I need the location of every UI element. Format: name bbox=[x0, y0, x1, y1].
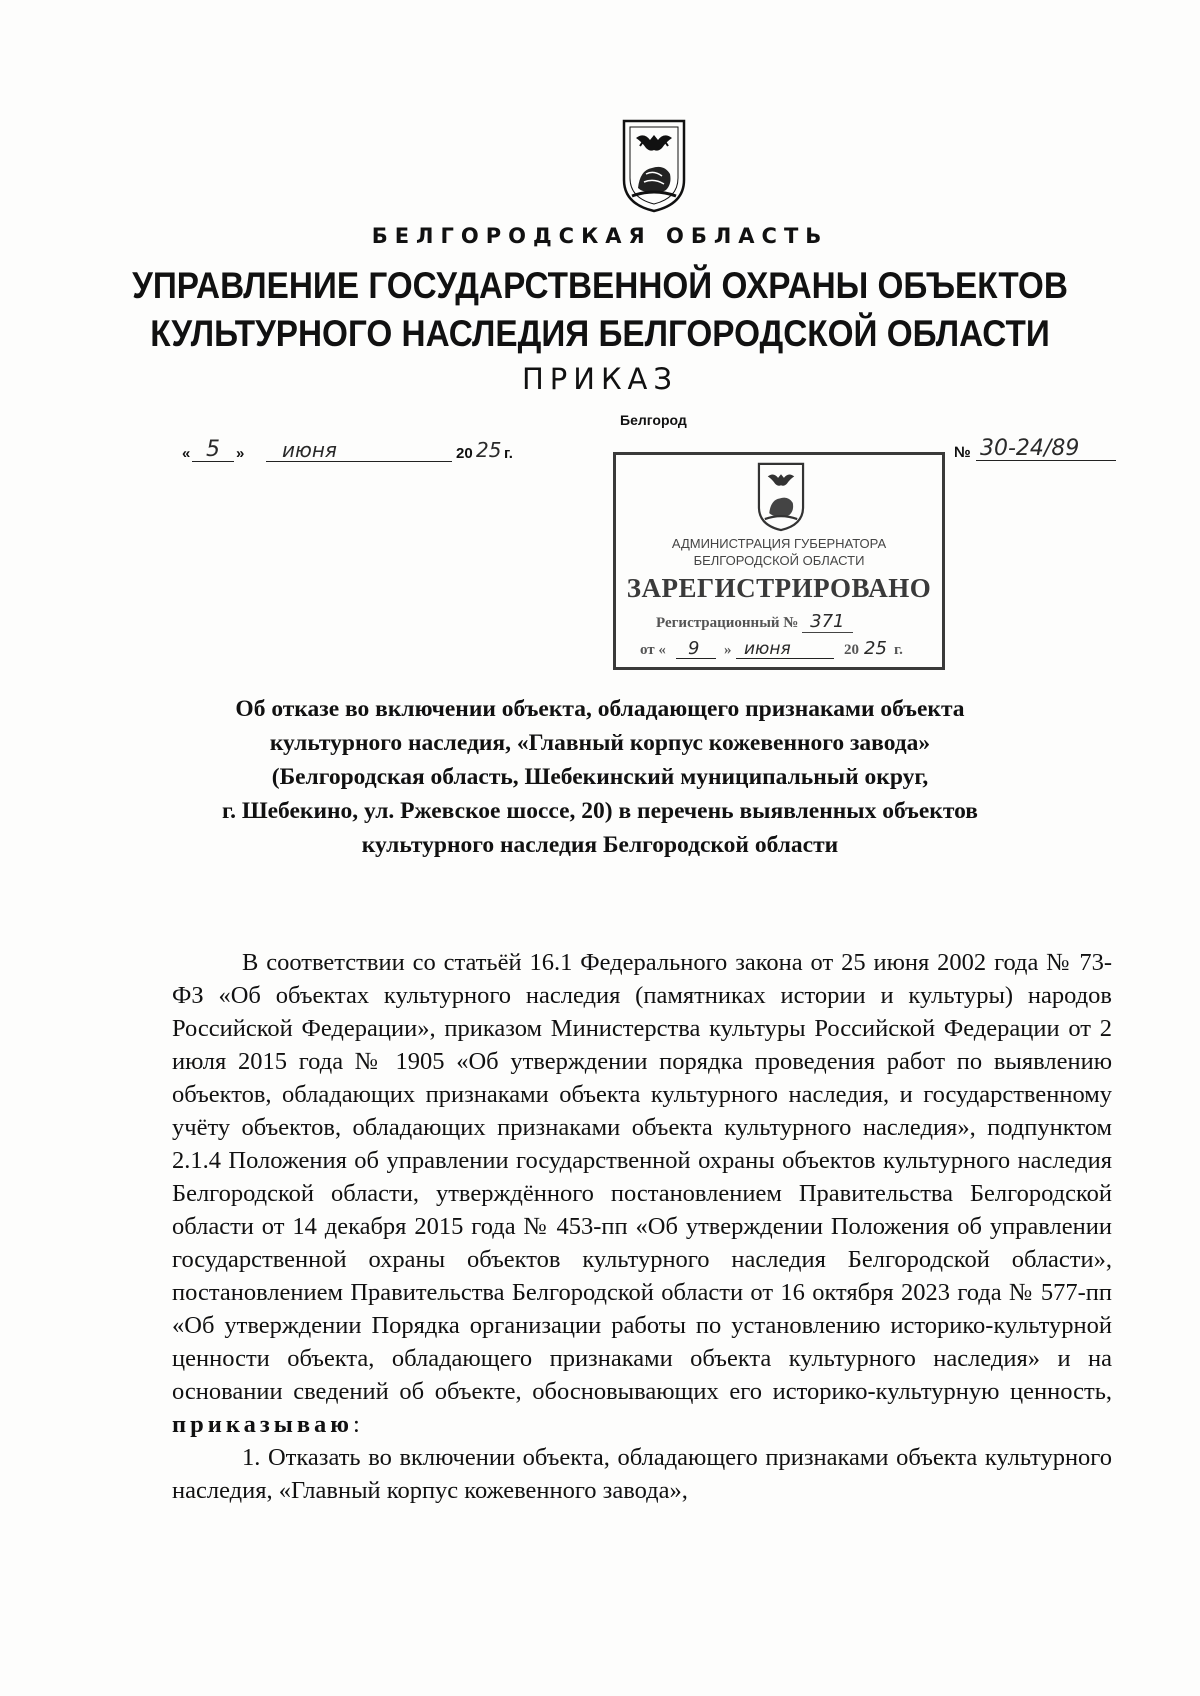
document-type: ПРИКАЗ bbox=[521, 362, 678, 396]
number-sign: № bbox=[954, 444, 971, 461]
stamp-reg-label: Регистрационный № bbox=[656, 615, 799, 631]
title-line-3: (Белгородская область, Шебекинский муниципальный округ, bbox=[271, 764, 929, 790]
coat-of-arms-icon bbox=[620, 118, 688, 214]
date-day: 5 bbox=[206, 437, 220, 462]
stamp-date bbox=[640, 639, 930, 661]
stamp-registered-label: ЗАРЕГИСТРИРОВАНО bbox=[626, 573, 932, 603]
title-line-5: культурного наследия Белгородской области bbox=[361, 832, 839, 858]
order-number bbox=[954, 432, 1118, 466]
stamp-date-year-prefix: 20 bbox=[844, 642, 859, 658]
stamp-date-from: от « bbox=[640, 642, 666, 658]
order-body bbox=[172, 946, 1112, 1507]
title-line-2: культурного наследия, «Главный корпус кожевенного завода» bbox=[269, 730, 931, 756]
date-g: г. bbox=[504, 445, 513, 462]
order-colon: : bbox=[353, 1411, 360, 1438]
stamp-registration-number bbox=[656, 611, 853, 632]
date-month: июня bbox=[282, 438, 337, 462]
stamp-date-month: июня bbox=[744, 639, 791, 659]
stamp-org-line-1: АДМИНИСТРАЦИЯ ГУБЕРНАТОРА bbox=[671, 536, 887, 551]
stamp-organization bbox=[616, 535, 942, 569]
department-heading bbox=[60, 262, 1140, 358]
department-line-1: УПРАВЛЕНИЕ ГОСУДАРСТВЕННОЙ ОХРАНЫ ОБЪЕКТОВ bbox=[132, 265, 1068, 306]
stamp-org-line-2: БЕЛГОРОДСКОЙ ОБЛАСТИ bbox=[693, 553, 865, 568]
order-word: приказываю bbox=[172, 1411, 354, 1438]
date-close-quote: » bbox=[236, 445, 245, 462]
item-1-paragraph: 1. Отказать во включении объекта, обладающего признаками объекта культурного наследия, «Главный корпус кожевенного завода», bbox=[172, 1444, 1112, 1504]
department-line-2: КУЛЬТУРНОГО НАСЛЕДИЯ БЕЛГОРОДСКОЙ ОБЛАСТИ bbox=[150, 313, 1050, 354]
registration-stamp bbox=[613, 452, 945, 670]
stamp-date-g: г. bbox=[894, 642, 903, 658]
region-heading: БЕЛГОРОДСКАЯ ОБЛАСТЬ bbox=[371, 224, 829, 248]
date-year-suffix: 25 bbox=[476, 438, 502, 462]
stamp-reg-number: 371 bbox=[802, 611, 852, 633]
title-line-1: Об отказе во включении объекта, обладающего признаками объекта bbox=[235, 696, 965, 722]
preamble-paragraph bbox=[172, 946, 1112, 1441]
stamp-date-close: » bbox=[724, 642, 732, 658]
number-value: 30-24/89 bbox=[980, 436, 1080, 461]
date-year-prefix: 20 bbox=[456, 445, 473, 462]
stamp-coat-of-arms-icon bbox=[756, 461, 806, 533]
city-name: Белгород bbox=[620, 412, 687, 428]
preamble-text: В соответствии со статьёй 16.1 Федерального закона от 25 июня 2002 года № 73-ФЗ «Об объектах культурного наследия (памятниках истории и культуры) народов Российской Федерации», приказом Министерства культуры Российской Федерации от 2 июля 2015 года № 1905 «Об утверждении порядка проведения работ по выявлению объектов, обладающих признаками объекта культурного наследия, и государственному учёту объектов, обладающих признаками объекта культурного наследия», подпунктом 2.1.4 Положения об управлении государственной охраны объектов культурного наследия Белгородской области, утверждённого постановлением Правительства Белгородской области от 14 декабря 2015 года № 453-пп «Об утверждении Положения об управлении государственной охраны объектов культурного наследия Белгородской области», постановлением Правительства Белгородской области от 16 октября 2023 года № 577-пп «Об утверждении Порядка организации работы по установлению историко-культурной ценности объекта, обладающего признаками объекта культурного наследия» и на основании сведений об объекте, обосновывающих его историко-культурную ценность, bbox=[172, 949, 1112, 1405]
stamp-date-year-suffix: 25 bbox=[864, 638, 887, 659]
stamp-date-day: 9 bbox=[688, 638, 700, 659]
order-title bbox=[160, 692, 1040, 862]
title-line-4: г. Шебекино, ул. Ржевское шоссе, 20) в перечень выявленных объектов bbox=[222, 798, 978, 824]
order-date bbox=[182, 436, 542, 466]
date-open-quote: « bbox=[182, 445, 191, 462]
